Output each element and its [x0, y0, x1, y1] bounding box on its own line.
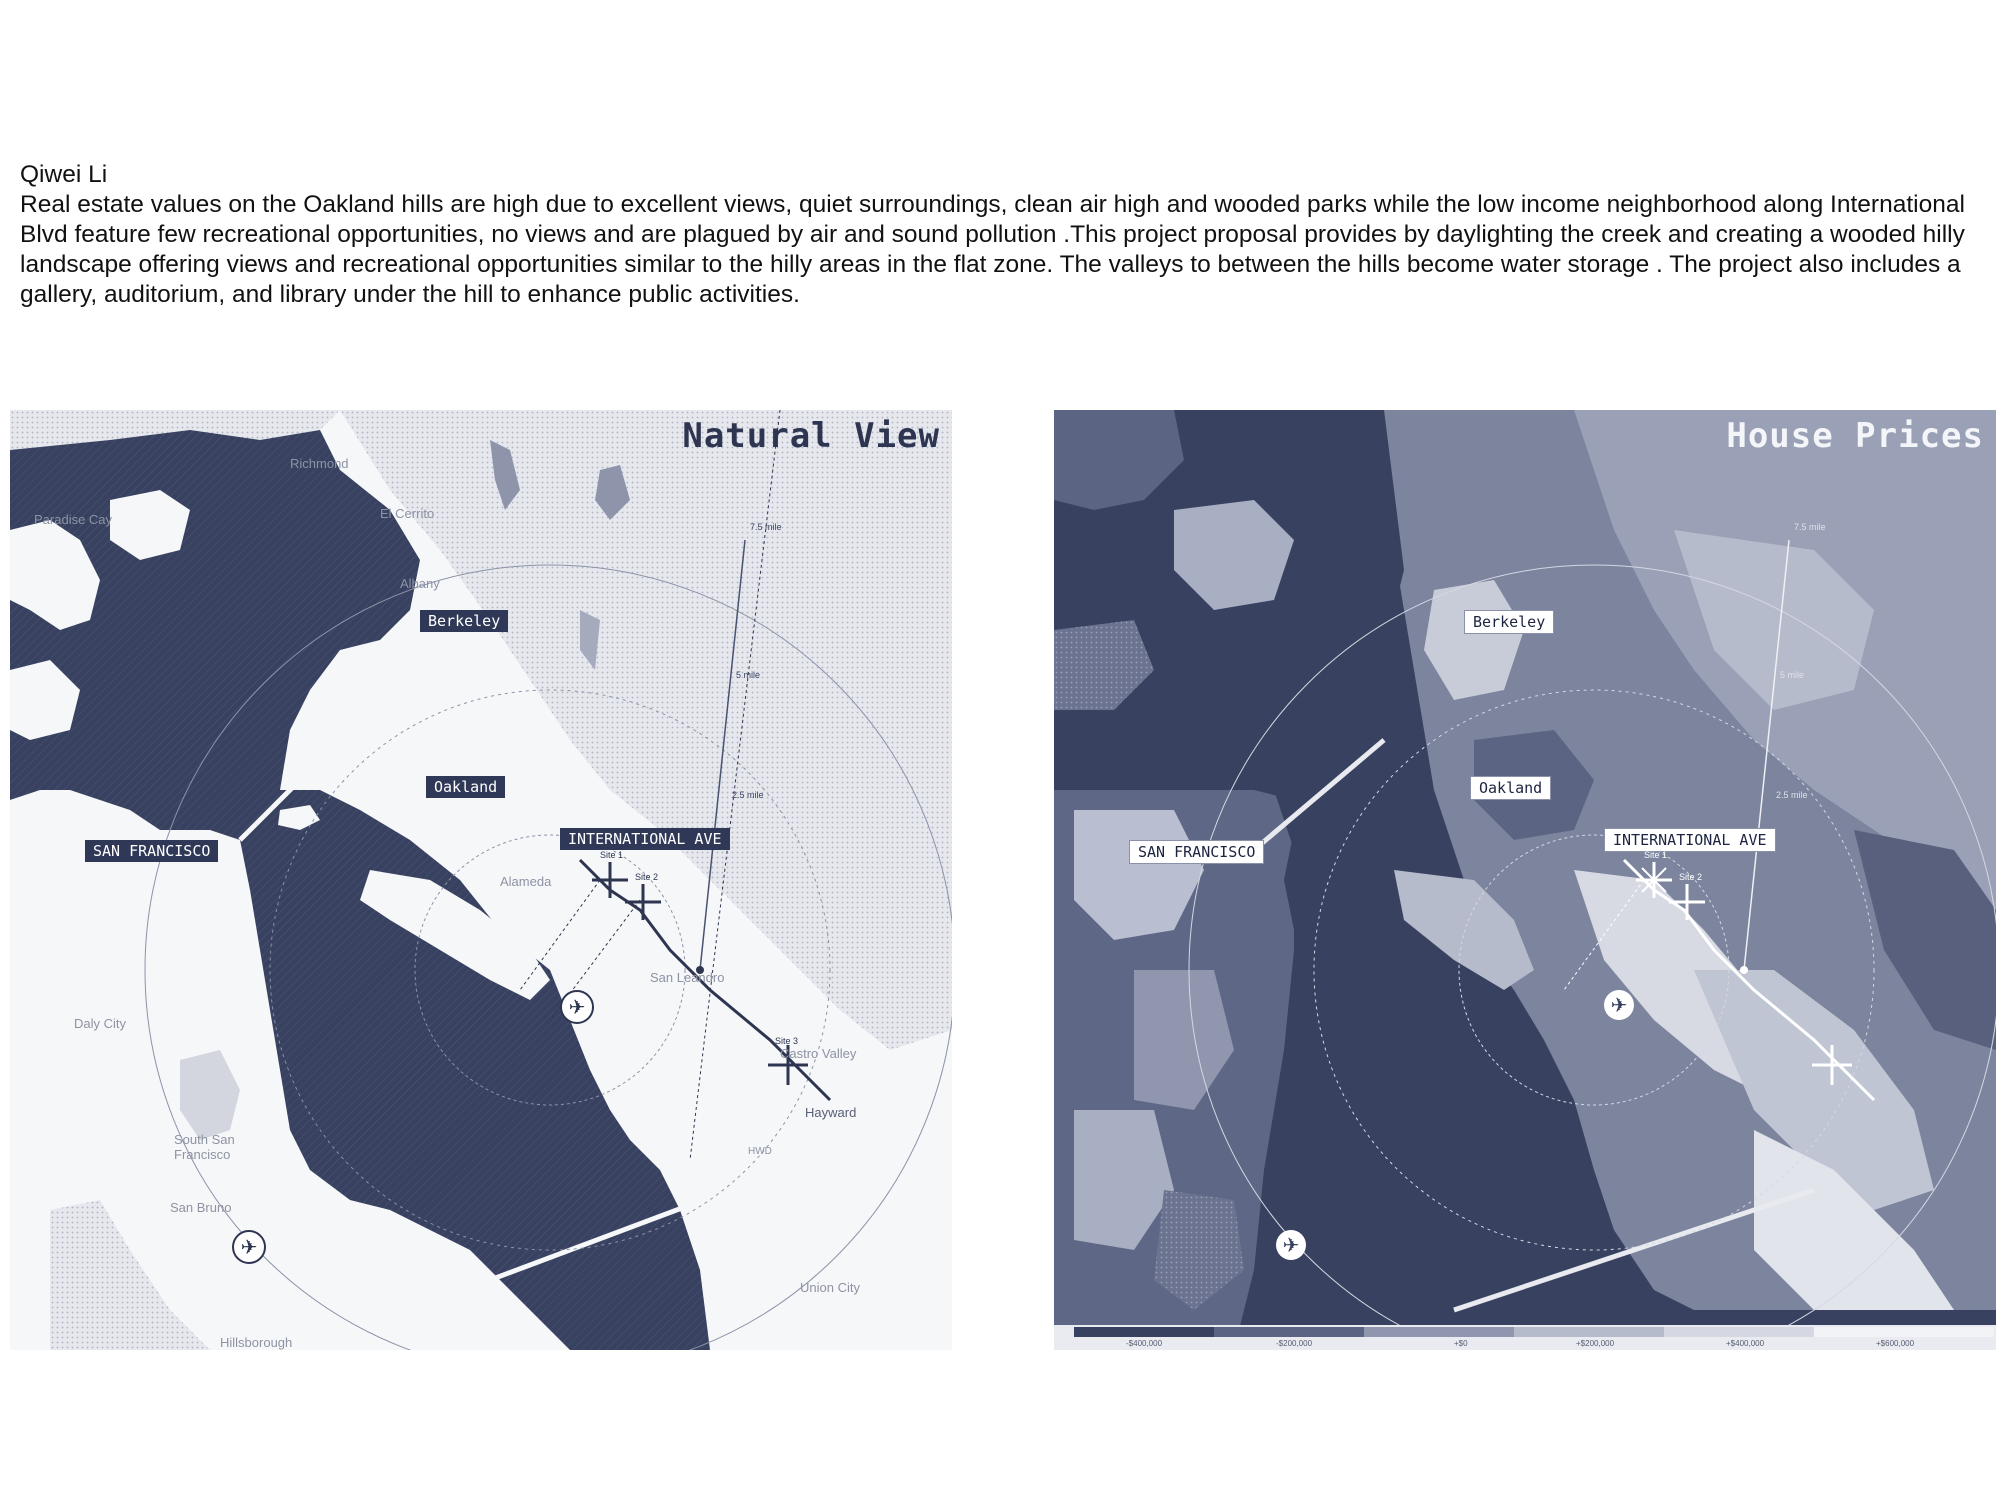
legend-tick: +$0	[1454, 1339, 1468, 1348]
author-name: Qiwei Li	[20, 161, 108, 188]
label-san-francisco: SAN FRANCISCO	[85, 840, 218, 862]
house-prices-map-graphic	[1054, 410, 1996, 1350]
map-title: House Prices	[1726, 416, 1984, 456]
site-2-label: Site 2	[635, 872, 659, 882]
mile-label-2-5: 2.5 mile	[1776, 790, 1808, 800]
label-berkeley: Berkeley	[1464, 610, 1554, 634]
place-albany: Albany	[400, 576, 440, 591]
place-daly-city: Daly City	[74, 1016, 127, 1031]
airplane-icon: ✈	[1604, 990, 1634, 1020]
label-oakland: Oakland	[1470, 776, 1551, 800]
mile-label-2-5: 2.5 mile	[732, 790, 764, 800]
label-san-francisco: SAN FRANCISCO	[1129, 840, 1264, 864]
map-title: Natural View	[682, 416, 940, 456]
place-south-san-francisco: South San Francisco	[174, 1132, 235, 1162]
airplane-icon: ✈	[560, 990, 594, 1024]
place-richmond: Richmond	[290, 456, 349, 471]
place-hwd: HWD	[748, 1146, 772, 1157]
place-castro-valley: Castro Valley	[780, 1046, 857, 1061]
place-san-bruno: San Bruno	[170, 1200, 232, 1215]
natural-view-map[interactable]	[10, 410, 952, 1350]
mile-label-7-5: 7.5 mile	[750, 522, 782, 532]
label-international-ave: INTERNATIONAL AVE	[1604, 828, 1776, 852]
label-oakland: Oakland	[426, 776, 505, 798]
natural-view-map-graphic	[10, 410, 952, 1350]
house-prices-map[interactable]	[1054, 410, 1996, 1350]
project-description: Real estate values on the Oakland hills are high due to excellent views, quiet surroundings, clean air high and wooded parks while the low income neighborhood along International Blvd feature few recreational opportunities, no views and are plagued by air and sound pollution .This project proposal provides by daylighting the creek and creating a wooded hilly landscape offering views and recreational opportunities similar to the hilly areas in the flat zone. The valleys to between the hills become water storage . The project also includes a gallery, auditorium, and library under the hill to enhance public activities.	[20, 191, 1965, 308]
place-el-cerrito: El Cerrito	[380, 506, 435, 521]
place-paradise-cay: Paradise Cay	[34, 512, 113, 527]
place-san-leandro: San Leandro	[650, 970, 725, 985]
place-union-city: Union City	[800, 1280, 860, 1295]
place-hillsborough: Hillsborough	[220, 1335, 293, 1350]
legend-tick: +$200,000	[1576, 1339, 1615, 1348]
legend-tick: -$200,000	[1276, 1339, 1313, 1348]
site-3-label: Site 3	[775, 1036, 799, 1046]
legend-tick: -$400,000	[1126, 1339, 1163, 1348]
site-2-label: Site 2	[1679, 872, 1703, 882]
airplane-icon: ✈	[232, 1230, 266, 1264]
site-1-label: Site 1	[600, 850, 624, 860]
mile-label-5: 5 mile	[736, 670, 761, 680]
place-hayward: Hayward	[805, 1105, 857, 1120]
intro-text	[20, 160, 1980, 310]
legend-tick: +$600,000	[1876, 1339, 1915, 1348]
legend-tick: +$400,000	[1726, 1339, 1765, 1348]
site-1-label: Site 1	[1644, 850, 1668, 860]
airplane-icon: ✈	[1276, 1230, 1306, 1260]
place-alameda: Alameda	[500, 874, 552, 889]
mile-label-5: 5 mile	[1780, 670, 1805, 680]
label-international-ave: INTERNATIONAL AVE	[560, 828, 730, 850]
mile-label-7-5: 7.5 mile	[1794, 522, 1826, 532]
label-berkeley: Berkeley	[420, 610, 508, 632]
